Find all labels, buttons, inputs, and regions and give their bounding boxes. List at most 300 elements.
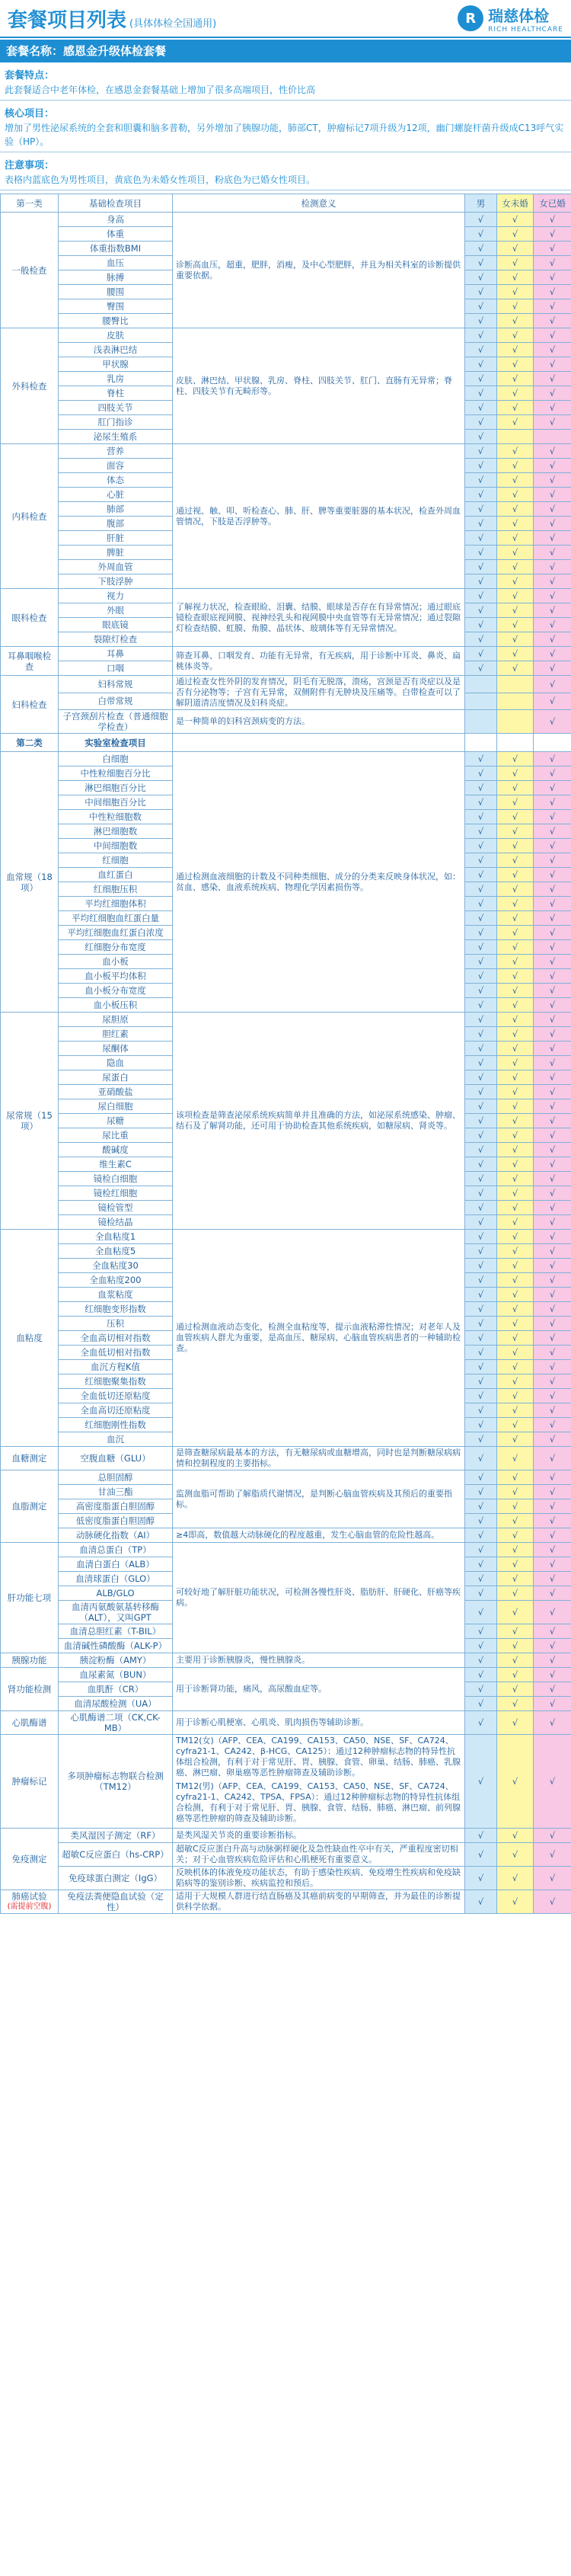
male-check: √ — [465, 868, 497, 882]
part2-empty-cell — [534, 734, 571, 752]
female-married-check: √ — [534, 882, 571, 897]
item-cell: 血尿素氮（BUN） — [59, 1668, 173, 1682]
female-married-check: √ — [534, 984, 571, 998]
female-married-check: √ — [534, 314, 571, 328]
features-heading: 套餐特点： — [5, 70, 55, 82]
female-married-check: √ — [534, 618, 571, 632]
male-check: √ — [465, 853, 497, 868]
female-married-check: √ — [534, 853, 571, 868]
male-check: √ — [465, 1346, 497, 1360]
table-row — [1, 444, 571, 459]
core-heading: 核心项目： — [5, 108, 55, 120]
table-row — [1, 1867, 571, 1890]
male-check: √ — [465, 911, 497, 926]
male-check: √ — [465, 546, 497, 560]
female-unmarried-check: √ — [497, 1042, 534, 1056]
item-cell: 高密度脂蛋白胆固醇 — [59, 1499, 173, 1514]
significance-cell: 是类风湿关节炎的重要诊断指标。 — [173, 1829, 465, 1843]
list-title: 套餐项目列表 (具体体检全国通用) — [8, 8, 217, 32]
female-unmarried-check: √ — [497, 1586, 534, 1601]
item-cell: 眼底镜 — [59, 618, 173, 632]
female-unmarried-check: √ — [497, 781, 534, 795]
item-cell: 尿糖 — [59, 1114, 173, 1128]
male-check: √ — [465, 882, 497, 897]
female-married-check: √ — [534, 940, 571, 955]
male-check: √ — [465, 1485, 497, 1499]
male-check: √ — [465, 488, 497, 502]
table-row — [1, 1447, 571, 1470]
male-check: √ — [465, 1099, 497, 1114]
item-cell: 红细胞 — [59, 853, 173, 868]
female-unmarried-check: √ — [497, 1668, 534, 1682]
male-check: √ — [465, 270, 497, 285]
item-cell: 体重 — [59, 227, 173, 242]
male-check: √ — [465, 1403, 497, 1418]
female-married-check: √ — [534, 1070, 571, 1085]
table-row — [1, 1735, 571, 1829]
male-check: √ — [465, 1843, 497, 1867]
female-unmarried-check: √ — [497, 1389, 534, 1403]
female-unmarried-check: √ — [497, 1215, 534, 1230]
category-cell: 一般检查 — [1, 213, 59, 328]
female-married-check: √ — [534, 647, 571, 661]
male-check: √ — [465, 502, 497, 517]
item-cell: 红细胞聚集指数 — [59, 1374, 173, 1389]
female-unmarried-check: √ — [497, 1143, 534, 1157]
item-cell: 平均红细胞血红蛋白量 — [59, 911, 173, 926]
male-check: √ — [465, 1653, 497, 1668]
female-married-check: √ — [534, 1215, 571, 1230]
male-check: √ — [465, 795, 497, 810]
female-unmarried-check: √ — [497, 488, 534, 502]
male-check — [465, 693, 497, 710]
male-check: √ — [465, 1543, 497, 1557]
col-item: 基础检查项目 — [59, 194, 173, 213]
item-cell: 体重指数BMI — [59, 242, 173, 256]
male-check: √ — [465, 810, 497, 824]
item-cell: 淋巴细胞百分比 — [59, 781, 173, 795]
brand-logo — [458, 4, 563, 34]
female-married-check: √ — [534, 839, 571, 853]
item-cell: 肝脏 — [59, 531, 173, 546]
item-cell: 淋巴细胞数 — [59, 824, 173, 839]
male-check: √ — [465, 618, 497, 632]
male-check: √ — [465, 1056, 497, 1070]
female-married-check: √ — [534, 752, 571, 766]
item-cell: 压积 — [59, 1317, 173, 1331]
part2-empty-cell — [465, 734, 497, 752]
male-check: √ — [465, 1711, 497, 1735]
female-unmarried-check: √ — [497, 285, 534, 299]
female-unmarried-check: √ — [497, 1829, 534, 1843]
significance-cell: 是一种简单的妇科宫颈病变的方法。 — [173, 710, 465, 734]
category-cell: 肝功能七项 — [1, 1543, 59, 1653]
female-married-check: √ — [534, 1829, 571, 1843]
checkup-table — [0, 194, 571, 1914]
significance-cell: 超敏C反应蛋白升高与动脉粥样硬化及急性缺血性卒中有关，严重程度密切相关；对于心血管疾病危险评估和心肌梗死有重要意义。 — [173, 1843, 465, 1867]
significance-cell: 适用于大规模人群进行结直肠癌及其癌前病变的早期筛查，并为最佳的诊断提供科学依据。 — [173, 1890, 465, 1914]
female-unmarried-check: √ — [497, 647, 534, 661]
female-married-check: √ — [534, 1418, 571, 1432]
male-check: √ — [465, 940, 497, 955]
female-married-check: √ — [534, 574, 571, 589]
female-married-check: √ — [534, 213, 571, 227]
female-unmarried-check: √ — [497, 546, 534, 560]
female-unmarried-check: √ — [497, 1099, 534, 1114]
male-check: √ — [465, 781, 497, 795]
female-unmarried-check: √ — [497, 1114, 534, 1128]
female-unmarried-check: √ — [497, 1711, 534, 1735]
table-row — [1, 1653, 571, 1668]
female-married-check: √ — [534, 299, 571, 314]
item-cell: 血红蛋白 — [59, 868, 173, 882]
female-unmarried-check: √ — [497, 357, 534, 372]
female-unmarried-check: √ — [497, 1601, 534, 1624]
male-check: √ — [465, 1829, 497, 1843]
item-cell: 脊柱 — [59, 386, 173, 401]
female-married-check: √ — [534, 1528, 571, 1543]
item-cell: 血小板 — [59, 955, 173, 969]
category-cell: 内科检查 — [1, 444, 59, 589]
category-cell: 免疫测定 — [1, 1829, 59, 1890]
female-unmarried-check: √ — [497, 1403, 534, 1418]
female-married-check: √ — [534, 386, 571, 401]
male-check: √ — [465, 1470, 497, 1485]
category-cell: 血常规（18项） — [1, 752, 59, 1013]
category-cell: 血糖测定 — [1, 1447, 59, 1470]
female-married-check: √ — [534, 1302, 571, 1317]
male-check: √ — [465, 824, 497, 839]
female-unmarried-check: √ — [497, 1499, 534, 1514]
item-cell: 四肢关节 — [59, 401, 173, 415]
male-check: √ — [465, 1302, 497, 1317]
item-cell: 血小板压积 — [59, 998, 173, 1013]
female-married-check: √ — [534, 546, 571, 560]
female-unmarried-check: √ — [497, 1070, 534, 1085]
female-married-check: √ — [534, 1027, 571, 1042]
male-check: √ — [465, 1085, 497, 1099]
male-check: √ — [465, 1331, 497, 1346]
male-check: √ — [465, 1639, 497, 1653]
male-check: √ — [465, 1070, 497, 1085]
item-cell: 下肢浮肿 — [59, 574, 173, 589]
col-female-unmarried: 女未婚 — [497, 194, 534, 213]
female-unmarried-check: √ — [497, 603, 534, 618]
item-cell: 口咽 — [59, 661, 173, 676]
female-married-check: √ — [534, 1013, 571, 1027]
category-cell: 肿瘤标记 — [1, 1735, 59, 1829]
female-unmarried-check: √ — [497, 1302, 534, 1317]
female-unmarried-check: √ — [497, 1418, 534, 1432]
female-unmarried-check: √ — [497, 270, 534, 285]
col-significance: 检测意义 — [173, 194, 465, 213]
male-check: √ — [465, 1114, 497, 1128]
female-unmarried-check: √ — [497, 343, 534, 357]
male-check: √ — [465, 560, 497, 574]
item-cell: 隐血 — [59, 1056, 173, 1070]
female-unmarried-check: √ — [497, 1485, 534, 1499]
item-cell: 尿酮体 — [59, 1042, 173, 1056]
male-check: √ — [465, 1244, 497, 1259]
item-cell: 镜检白细胞 — [59, 1172, 173, 1186]
male-check: √ — [465, 1230, 497, 1244]
male-check: √ — [465, 969, 497, 984]
part2-empty-cell — [173, 734, 465, 752]
female-married-check: √ — [534, 1470, 571, 1485]
item-cell: 低密度脂蛋白胆固醇 — [59, 1514, 173, 1528]
female-married-check: √ — [534, 1499, 571, 1514]
female-unmarried-check: √ — [497, 752, 534, 766]
male-check: √ — [465, 647, 497, 661]
female-unmarried-check: √ — [497, 589, 534, 603]
female-unmarried-check: √ — [497, 1230, 534, 1244]
male-check: √ — [465, 589, 497, 603]
female-unmarried-check: √ — [497, 227, 534, 242]
item-cell: 血小板分布宽度 — [59, 984, 173, 998]
item-cell: 视力 — [59, 589, 173, 603]
table-row — [1, 589, 571, 603]
female-married-check: √ — [534, 1697, 571, 1711]
item-cell: 中间细胞百分比 — [59, 795, 173, 810]
table-row — [1, 676, 571, 693]
female-unmarried-check: √ — [497, 517, 534, 531]
item-cell: 尿白细胞 — [59, 1099, 173, 1114]
female-unmarried-check: √ — [497, 1447, 534, 1470]
table-row — [1, 1470, 571, 1485]
table-row — [1, 1543, 571, 1557]
table-row — [1, 1843, 571, 1867]
item-cell: 外周血管 — [59, 560, 173, 574]
category-cell: 胰腺功能 — [1, 1653, 59, 1668]
female-married-check: √ — [534, 1317, 571, 1331]
female-married-check: √ — [534, 1230, 571, 1244]
item-cell: 脾脏 — [59, 546, 173, 560]
item-cell: 血清白蛋白（ALB） — [59, 1557, 173, 1572]
category-cell: 外科检查 — [1, 328, 59, 444]
male-check: √ — [465, 984, 497, 998]
female-married-check: √ — [534, 1331, 571, 1346]
female-unmarried-check: √ — [497, 1867, 534, 1890]
item-cell: 全血高切还原粘度 — [59, 1403, 173, 1418]
item-cell: 尿胆原 — [59, 1013, 173, 1027]
female-married-check: √ — [534, 1114, 571, 1128]
male-check: √ — [465, 1682, 497, 1697]
item-cell: 浅表淋巴结 — [59, 343, 173, 357]
female-married-check: √ — [534, 444, 571, 459]
female-unmarried-check: √ — [497, 1572, 534, 1586]
female-unmarried-check: √ — [497, 1157, 534, 1172]
female-married-check: √ — [534, 1867, 571, 1890]
female-married-check: √ — [534, 1543, 571, 1557]
part2-header-row — [1, 734, 571, 752]
female-unmarried-check: √ — [497, 1470, 534, 1485]
female-married-check: √ — [534, 1244, 571, 1259]
item-cell: 腰臀比 — [59, 314, 173, 328]
male-check: √ — [465, 401, 497, 415]
female-married-check: √ — [534, 328, 571, 343]
female-unmarried-check: √ — [497, 1557, 534, 1572]
female-married-check: √ — [534, 1360, 571, 1374]
male-check: √ — [465, 1273, 497, 1288]
female-unmarried-check — [497, 430, 534, 444]
male-check: √ — [465, 1668, 497, 1682]
female-unmarried-check: √ — [497, 1346, 534, 1360]
female-married-check: √ — [534, 1432, 571, 1447]
female-married-check: √ — [534, 766, 571, 781]
female-married-check: √ — [534, 1843, 571, 1867]
item-cell: 红细胞分布宽度 — [59, 940, 173, 955]
part2-empty-cell — [497, 734, 534, 752]
item-cell: 全血粘度5 — [59, 1244, 173, 1259]
male-check: √ — [465, 1572, 497, 1586]
item-cell: 臀围 — [59, 299, 173, 314]
item-cell: 白细胞 — [59, 752, 173, 766]
female-unmarried-check: √ — [497, 314, 534, 328]
female-married-check: √ — [534, 1273, 571, 1288]
male-check: √ — [465, 1288, 497, 1302]
item-cell: 全血粘度200 — [59, 1273, 173, 1288]
male-check: √ — [465, 1374, 497, 1389]
male-check: √ — [465, 1013, 497, 1027]
female-married-check: √ — [534, 1682, 571, 1697]
significance-cell: 筛查耳鼻、口咽发育、功能有无异常，有无疾病，用于诊断中耳炎、鼻炎、扁桃体炎等。 — [173, 647, 465, 676]
male-check: √ — [465, 531, 497, 546]
male-check: √ — [465, 1360, 497, 1374]
female-married-check: √ — [534, 781, 571, 795]
item-cell: 血清球蛋白（GLO） — [59, 1572, 173, 1586]
male-check: √ — [465, 357, 497, 372]
item-cell: ALB/GLO — [59, 1586, 173, 1601]
female-married-check: √ — [534, 810, 571, 824]
item-cell: 动脉硬化指数（AI） — [59, 1528, 173, 1543]
female-unmarried-check: √ — [497, 401, 534, 415]
female-married-check: √ — [534, 1085, 571, 1099]
male-check: √ — [465, 1317, 497, 1331]
item-cell: 酸碱度 — [59, 1143, 173, 1157]
item-cell: 尿蛋白 — [59, 1070, 173, 1085]
male-check: √ — [465, 1528, 497, 1543]
female-unmarried-check: √ — [497, 940, 534, 955]
male-check: √ — [465, 1735, 497, 1829]
female-unmarried-check: √ — [497, 882, 534, 897]
item-cell: 多项肿瘤标志物联合检测（TM12） — [59, 1735, 173, 1829]
female-married-check: √ — [534, 1653, 571, 1668]
col-female-married: 女已婚 — [534, 194, 571, 213]
female-married-check: √ — [534, 911, 571, 926]
female-unmarried-check — [497, 693, 534, 710]
female-married-check: √ — [534, 1485, 571, 1499]
female-unmarried-check: √ — [497, 1360, 534, 1374]
female-unmarried-check: √ — [497, 1201, 534, 1215]
package-title: 套餐名称：感恩金升级体检套餐 — [0, 40, 571, 62]
item-cell: 维生素C — [59, 1157, 173, 1172]
female-unmarried-check: √ — [497, 531, 534, 546]
significance-cell: 可较好地了解肝脏功能状况，可检测各慢性肝炎、脂肪肝、肝硬化、肝癌等疾病。 — [173, 1543, 465, 1653]
female-unmarried-check: √ — [497, 1172, 534, 1186]
item-cell: 红细胞压积 — [59, 882, 173, 897]
male-check: √ — [465, 1201, 497, 1215]
item-cell: 空腹血糖（GLU） — [59, 1447, 173, 1470]
male-check: √ — [465, 1143, 497, 1157]
category-cell: 妇科检查 — [1, 676, 59, 734]
female-married-check: √ — [534, 401, 571, 415]
female-unmarried-check: √ — [497, 1027, 534, 1042]
female-unmarried-check: √ — [497, 632, 534, 647]
female-married-check: √ — [534, 343, 571, 357]
female-married-check: √ — [534, 824, 571, 839]
female-married-check: √ — [534, 897, 571, 911]
female-unmarried-check: √ — [497, 242, 534, 256]
item-cell: 脉搏 — [59, 270, 173, 285]
notes-heading: 注意事项： — [5, 160, 55, 171]
female-married-check: √ — [534, 1374, 571, 1389]
female-unmarried-check: √ — [497, 459, 534, 473]
female-married-check: √ — [534, 1128, 571, 1143]
male-check: √ — [465, 632, 497, 647]
female-married-check: √ — [534, 1201, 571, 1215]
item-cell: 身高 — [59, 213, 173, 227]
item-cell: 甘油三酯 — [59, 1485, 173, 1499]
female-married-check: √ — [534, 868, 571, 882]
category-cell: 耳鼻咽喉检查 — [1, 647, 59, 676]
item-cell: 亚硝酸盐 — [59, 1085, 173, 1099]
significance-cell: 是筛查糖尿病最基本的方法，有无糖尿病或血糖增高，同时也是判断糖尿病病情和控制程度的主要指标。 — [173, 1447, 465, 1470]
male-check: √ — [465, 1867, 497, 1890]
significance-cell: 通过检查女性外阴的发育情况，阴毛有无脱落，溃疡，宫颈是否有炎症以及是否有分泌物等；子宫有无异常，双侧附件有无肿块及压痛等。白带检查可以了解阴道清洁度情况及妇科炎症。 — [173, 676, 465, 710]
female-married-check: √ — [534, 415, 571, 430]
list-subtitle: (具体体检全国通用) — [129, 18, 217, 30]
item-cell: 总胆固醇 — [59, 1470, 173, 1485]
table-row — [1, 1230, 571, 1244]
item-cell: 外眼 — [59, 603, 173, 618]
significance-cell: 诊断高血压，超重，肥胖，消瘦，及中心型肥胖，并且为相关科室的诊断提供重要依据。 — [173, 213, 465, 328]
female-unmarried-check: √ — [497, 328, 534, 343]
male-check: √ — [465, 1259, 497, 1273]
female-unmarried-check: √ — [497, 969, 534, 984]
female-unmarried-check: √ — [497, 1432, 534, 1447]
male-check: √ — [465, 897, 497, 911]
female-unmarried-check: √ — [497, 1331, 534, 1346]
item-cell: 腰围 — [59, 285, 173, 299]
category-cell: 血粘度 — [1, 1230, 59, 1447]
male-check: √ — [465, 661, 497, 676]
table-row — [1, 213, 571, 227]
item-cell: 红细胞变形指数 — [59, 1302, 173, 1317]
female-unmarried-check — [497, 676, 534, 693]
male-check: √ — [465, 839, 497, 853]
female-unmarried-check: √ — [497, 415, 534, 430]
item-cell: 超敏C反应蛋白（hs-CRP） — [59, 1843, 173, 1867]
male-check: √ — [465, 473, 497, 488]
item-cell: 血清丙氨酸氨基转移酶（ALT），又叫GPT — [59, 1601, 173, 1624]
category-cell: 尿常规（15项） — [1, 1013, 59, 1230]
female-married-check: √ — [534, 256, 571, 270]
female-married-check: √ — [534, 517, 571, 531]
female-unmarried-check: √ — [497, 1244, 534, 1259]
female-unmarried-check: √ — [497, 795, 534, 810]
female-married-check: √ — [534, 1557, 571, 1572]
item-cell: 红细胞刚性指数 — [59, 1418, 173, 1432]
female-married-check: √ — [534, 285, 571, 299]
female-unmarried-check: √ — [497, 853, 534, 868]
female-unmarried-check: √ — [497, 1259, 534, 1273]
category-cell: 血脂测定 — [1, 1470, 59, 1543]
male-check: √ — [465, 955, 497, 969]
female-unmarried-check: √ — [497, 1056, 534, 1070]
significance-cell: 用于诊断肾功能，痛风，高尿酸血症等。 — [173, 1668, 465, 1711]
male-check: √ — [465, 1418, 497, 1432]
item-cell: 裂隙灯检查 — [59, 632, 173, 647]
